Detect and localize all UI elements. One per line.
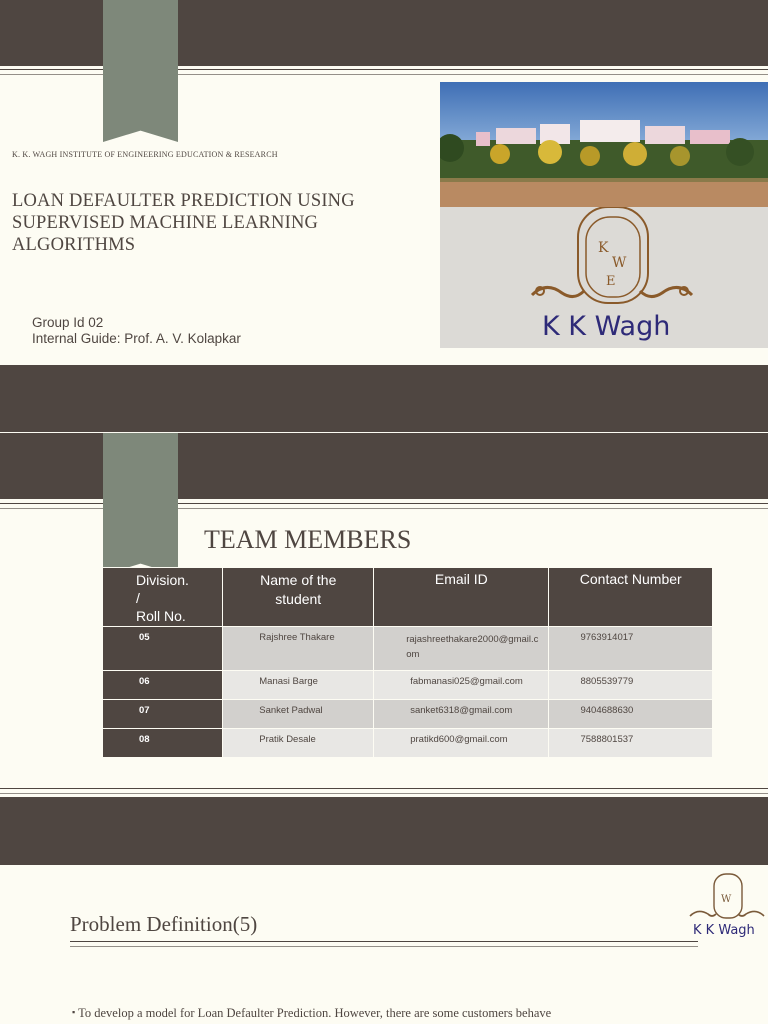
header-division-line1: Division. [136,572,189,588]
roll-cell: 07 [103,700,223,729]
problem-title-underline-thin [70,946,698,947]
email-cell: fabmanasi025@gmail.com [374,671,549,700]
problem-definition-title: Problem Definition(5) [70,912,258,936]
kkwagh-small-logo-text: K K Wagh [693,923,755,938]
name-cell: Rajshree Thakare [223,627,374,671]
kkwagh-seal-emblem [526,207,698,307]
team-members-table [102,567,713,758]
table-row [103,729,713,758]
header-name [223,568,374,627]
contact-cell: 8805539779 [549,671,713,700]
header-name-line1: Name of the [260,572,337,588]
kkwagh-small-seal-emblem [688,872,766,922]
slide2-bottom-line [0,788,768,789]
contact-cell: 7588801537 [549,729,713,758]
header-division-line3: Roll No. [136,608,186,624]
roll-cell: 05 [103,627,223,671]
header-contact: Contact Number [549,568,713,627]
slide2-bottom-line-thin [0,793,768,794]
group-id: Group Id 02 [32,315,104,330]
header-name-line2: student [275,591,322,607]
name-cell: Sanket Padwal [223,700,374,729]
contact-cell: 9763914017 [549,627,713,671]
header-division-line2: / [136,590,140,606]
slide2-bottom-band [0,797,768,865]
name-cell: Pratik Desale [223,729,374,758]
bullet-text: To develop a model for Loan Defaulter Prediction. However, there are some customers behave [78,1006,552,1020]
table-row [103,700,713,729]
kkwagh-small-logo [688,872,766,942]
header-division [103,568,223,627]
table-row [103,671,713,700]
email-line2: om [406,649,420,660]
team-members-title: TEAM MEMBERS [204,525,412,554]
table-header-row [103,568,713,627]
campus-photo [440,82,768,207]
group-info [32,315,241,347]
table-row [103,627,713,671]
svg-text:K: K [598,240,609,256]
bullet-marker: ▪ [72,1007,76,1017]
kkwagh-logo-text: K K Wagh [542,311,671,342]
svg-text:E: E [606,274,616,289]
email-cell: sanket6318@gmail.com [374,700,549,729]
internal-guide: Internal Guide: Prof. A. V. Kolapkar [32,331,241,346]
institute-name: K. K. WAGH INSTITUTE OF ENGINEERING EDUCATION & RESEARCH [12,150,278,159]
project-title: LOAN DEFAULTER PREDICTION USING SUPERVISED MACHINE LEARNING ALGORITHMS [12,191,355,255]
roll-cell: 08 [103,729,223,758]
slide1-ribbon [103,0,178,142]
slide1-bottom-band [0,365,768,432]
problem-bullet-item [72,1004,768,1021]
name-cell: Manasi Barge [223,671,374,700]
svg-text:W: W [721,894,732,905]
email-cell [374,627,549,671]
svg-text:W: W [612,255,627,271]
roll-cell: 06 [103,671,223,700]
slide2-ribbon [103,433,178,575]
contact-cell: 9404688630 [549,700,713,729]
kkwagh-logo-panel [440,207,768,348]
email-cell: pratikd600@gmail.com [374,729,549,758]
problem-title-underline [70,941,698,942]
email-line1: rajashreethakare2000@gmail.c [406,634,539,645]
header-email: Email ID [374,568,549,627]
